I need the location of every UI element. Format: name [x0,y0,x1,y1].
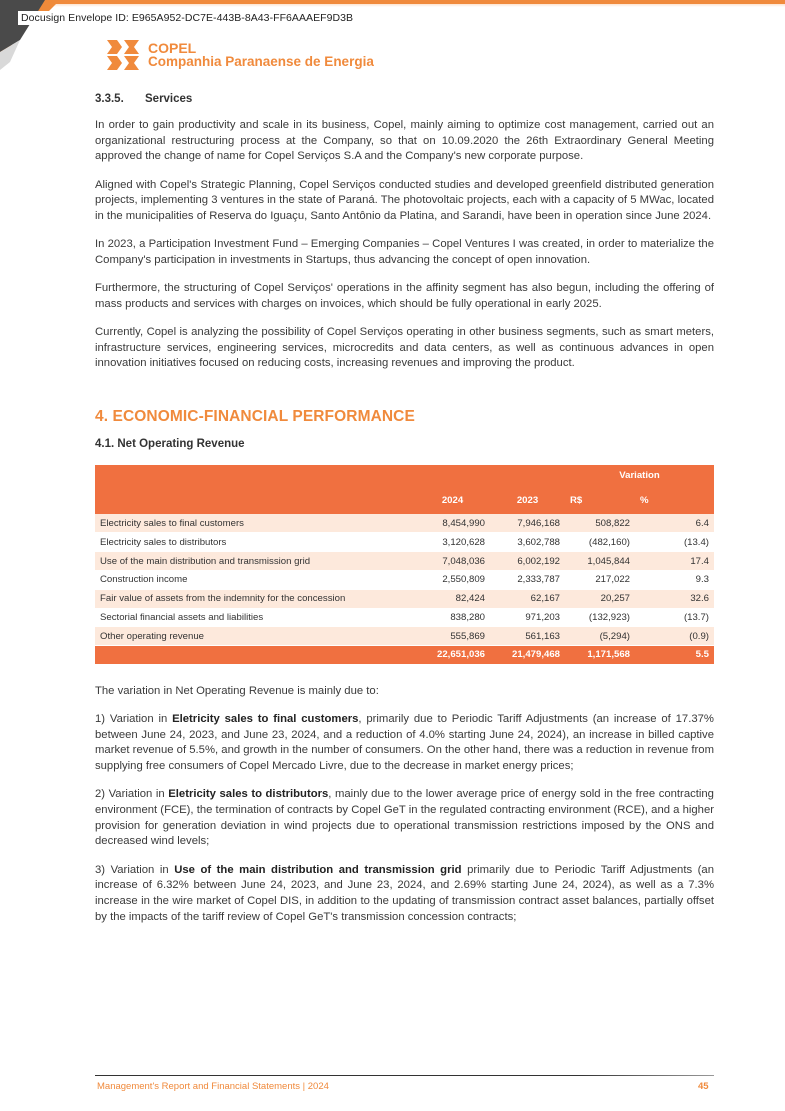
docusign-envelope-id: Docusign Envelope ID: E965A952-DC7E-443B-8A43-FF6AAAEF9D3B [18,11,356,25]
page-content [95,93,714,938]
table-row: Electricity sales to final customers 8,454,990 7,946,168 508,822 6.4 [95,514,714,533]
header-pct: % [635,486,714,514]
analysis-item: 2) Variation in Eletricity sales to distributors, mainly due to the lower average price of energy sold in the free contracting environment (FCE), the termination of contracts by Copel GeT in the regulated contracting environment (RCE), and a higher provision for generation deviation in wind projects due to operational transmission restrictions imposed by the ONS and decreased wind levels; [95,788,714,848]
paragraph: In order to gain productivity and scale in its business, Copel, mainly aiming to optimize cost management, carried out an organizational restructuring process at the Company, so that on 10.09.2020 the 26th Extraordinary General Meeting approved the change of name for Copel Serviços S.A and the Company's new corporate purpose. [95,119,714,163]
header-2024: 2024 [415,486,490,514]
chapter-heading: 4. ECONOMIC-FINANCIAL PERFORMANCE [95,408,415,426]
section-title: Services [145,93,193,105]
logo-fullname: Companhia Paranaense de Energia [148,54,374,69]
paragraph: Aligned with Copel's Strategic Planning, Copel Serviços conducted studies and developed greenfield distributed generation projects, implementing 3 ventures in the state of Paraná. The photovoltaic projects, each with a capacity of 5 MWac, located in the municipalities of Reserva do Iguaçu, Santo Antônio da Platina, and Sarandi, have been in operation since June 2024. [95,178,714,223]
table-row: Electricity sales to distributors 3,120,628 3,602,788 (482,160) (13.4) [95,533,714,552]
header-spacer [95,465,415,486]
analysis-intro: The variation in Net Operating Revenue is mainly due to: [95,684,379,697]
footer-title: Management's Report and Financial Statements | 2024 [97,1081,329,1092]
table-row: Sectorial financial assets and liabilities 838,280 971,203 (132,923) (13.7) [95,608,714,627]
header-variation: Variation [565,465,714,486]
paragraph: Currently, Copel is analyzing the possibility of Copel Serviços operating in other business segments, such as smart meters, infrastructure services, engineering services, microcredits and data centers, as well as continuous advances in open innovation initiatives focused on reducing costs, increasing revenues and improving the product. [95,326,714,370]
table-row: Use of the main distribution and transmission grid 7,048,036 6,002,192 1,045,844 17.4 [95,552,714,571]
table-row: Construction income 2,550,809 2,333,787 217,022 9.3 [95,571,714,590]
section-number: 3.3.5. [95,93,124,105]
company-logo [106,38,374,72]
top-accent-fade [0,4,785,7]
table-row: Other operating revenue 555,869 561,163 (5,294) (0.9) [95,627,714,646]
header-rs: R$ [565,486,635,514]
copel-logo-icon [106,38,140,72]
analysis-item: 1) Variation in Eletricity sales to final customers, primarily due to Periodic Tariff Adjustments (an increase of 17.37% between June 24, 2023, and June 23, 2024, and a reduction of 4.0% starting June 24, 2024), an increase in billed captive market revenue of 5.5%, and growth in the number of consumers. On the other hand, there was a reduction in revenue from supplying free consumers of Copel Mercado Livre, due to the decrease in market energy prices; [95,712,714,773]
table-total-row: 22,651,036 21,479,468 1,171,568 5.5 [95,646,714,664]
section-heading-services [95,93,714,105]
table-row: Fair value of assets from the indemnity for the concession 82,424 62,167 20,257 32.6 [95,589,714,608]
subsection-heading: 4.1. Net Operating Revenue [95,438,245,451]
page-number: 45 [698,1081,709,1092]
logo-name: COPEL [148,40,197,56]
paragraph: Furthermore, the structuring of Copel Serviços' operations in the affinity segment has also begun, including the offering of mass products and services with charges on invoices, which should be fully operational in early 2025. [95,282,714,310]
header-2023: 2023 [490,486,565,514]
paragraph: In 2023, a Participation Investment Fund – Emerging Companies – Copel Ventures I was created, in order to materialize the Company's participation in investments in Startups, thus advancing the concept of open innovation. [95,238,714,266]
net-operating-revenue-table [95,465,714,664]
footer-divider [95,1075,714,1076]
analysis-item: 3) Variation in Use of the main distribution and transmission grid primarily due to Periodic Tariff Adjustments (an increase of 6.32% between June 24, 2023, and June 23, 2024, and 2.69% starting June 24, 2024), as well as a 7.3% increase in the wire market of Copel DIS, in addition to the updating of transmission contract asset balances, partially offset by the impacts of the tariff review of Copel GeT's transmission concession contracts; [95,863,714,923]
